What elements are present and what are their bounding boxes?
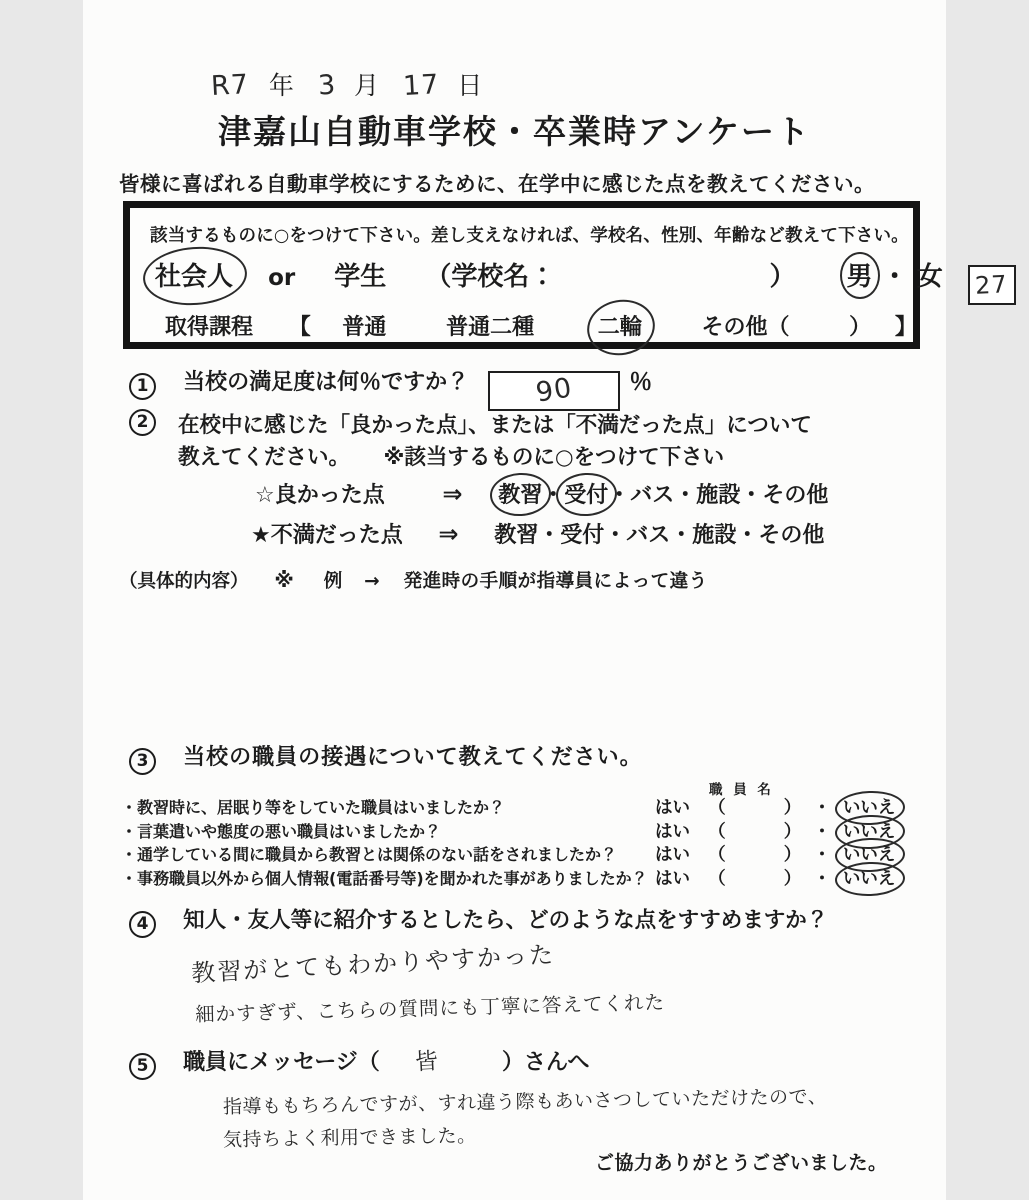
q5-answer-line-1: 指導ももちろんですが、すれ違う際もあいさつしていただけたので、 xyxy=(222,1085,828,1119)
yes-label: はい xyxy=(655,845,690,865)
school-name-label: （学校名： xyxy=(425,262,556,292)
no-label-circled: いいえ xyxy=(843,818,896,843)
sep: ・ xyxy=(736,523,759,548)
paren-close: ） xyxy=(783,798,802,818)
q4-answer-line-1: 教習がとてもわかりやすかった xyxy=(190,940,556,988)
yes-label: はい xyxy=(655,822,690,842)
paren-open: （ xyxy=(708,869,726,889)
q3-row-4-question: ・事務職員以外から個人情報(電話番号等)を聞かれた事がありましたか？ xyxy=(121,869,648,888)
date-month-label: 月 xyxy=(354,71,380,100)
gender-male-selected: 男 xyxy=(847,256,873,293)
question-4-number: 4 xyxy=(129,911,156,938)
detail-example-text: 発進時の手順が指導員によって違う xyxy=(403,571,708,592)
detail-example-label: 例 xyxy=(323,571,343,592)
sep: ・ xyxy=(670,523,693,548)
detail-arrow: → xyxy=(364,571,380,592)
bad-option-other: その他 xyxy=(758,523,825,548)
q4-answer-line-2: 細かすぎず、こちらの質問にも丁寧に答えてくれた xyxy=(194,990,666,1027)
sep: ・ xyxy=(542,483,565,508)
bad-option-shisetsu: 施設 xyxy=(692,523,737,548)
q3-row-1-question: ・教習時に、居眠り等をしていた職員はいましたか？ xyxy=(121,798,506,817)
question-1 xyxy=(129,363,652,411)
sep: ・ xyxy=(813,869,831,889)
gender-separator: ・ xyxy=(881,262,908,292)
question-2-line2-text: 教えてください。 xyxy=(178,445,351,470)
question-5 xyxy=(129,1043,590,1080)
page-subtitle: 皆様に喜ばれる自動車学校にするために、在学中に感じた点を教えてください。 xyxy=(119,172,875,196)
sep: ・ xyxy=(604,523,627,548)
staff-name-header: 職 員 名 xyxy=(709,782,774,798)
good-option-bus: バス xyxy=(630,483,675,508)
percent-unit: ％ xyxy=(629,369,653,395)
date-era-year-value: R7 xyxy=(210,69,250,102)
good-option-kyoshu-circled: 教習 xyxy=(498,478,542,509)
date-year-label: 年 xyxy=(268,71,294,100)
detail-line xyxy=(119,567,708,593)
date-day-value: 17 xyxy=(402,69,441,102)
profile-identity-row xyxy=(155,256,1029,305)
q4-answer-line-1-wrap xyxy=(190,940,556,988)
question-5-label-after: ）さんへ xyxy=(501,1050,590,1075)
footer-thanks: ご協力ありがとうございました。 xyxy=(595,1152,888,1174)
course-bracket-close: 】 xyxy=(894,315,917,340)
question-2-number-wrap xyxy=(129,409,156,436)
paren-open: （ xyxy=(708,798,726,818)
q4-answer-line-2-wrap xyxy=(194,990,666,1027)
q5-answer-line-1-wrap xyxy=(222,1085,828,1119)
staff-message-name-value: 皆 xyxy=(414,1048,440,1076)
course-bracket-open: 【 xyxy=(288,315,311,340)
age-value: 27 xyxy=(974,270,1009,300)
course-other-label: その他（ xyxy=(701,315,790,340)
or-label: or xyxy=(268,265,296,291)
question-3-text: 当校の職員の接遇について教えてください。 xyxy=(183,745,643,770)
detail-mark: ※ xyxy=(274,568,294,592)
q3-row-4-answer xyxy=(655,865,895,890)
bad-points-label: ★不満だった点 xyxy=(251,523,403,548)
profile-box xyxy=(123,201,1009,349)
paren-close: ） xyxy=(783,822,802,842)
question-2-line2 xyxy=(178,440,724,471)
no-label-circled: いいえ xyxy=(843,865,896,890)
question-3-number: 3 xyxy=(129,748,156,775)
question-5-label-before: 職員にメッセージ（ xyxy=(183,1050,380,1075)
date-month-value: 3 xyxy=(317,69,337,102)
good-option-uketsuke-circled: 受付 xyxy=(564,478,608,509)
course-option-regular2: 普通二種 xyxy=(446,315,535,340)
good-option-shisetsu: 施設 xyxy=(696,483,741,508)
q3-row-3-answer xyxy=(655,841,895,866)
school-name-close: ） xyxy=(769,262,796,292)
course-option-regular: 普通 xyxy=(342,315,387,340)
course-option-motorcycle-selected: 二輪 xyxy=(598,310,642,341)
question-4 xyxy=(129,903,828,938)
good-points-arrow: ⇒ xyxy=(442,480,463,508)
sep: ・ xyxy=(813,822,831,842)
bad-option-kyoshu: 教習 xyxy=(494,523,539,548)
good-option-other: その他 xyxy=(762,483,829,508)
course-label: 取得課程 xyxy=(165,315,254,340)
question-1-number: 1 xyxy=(129,373,156,400)
good-points-label: ☆良かった点 xyxy=(255,483,385,508)
satisfaction-box xyxy=(488,371,620,411)
good-points-row xyxy=(255,478,828,509)
q3-row-3-question: ・通学している間に職員から教習とは関係のない話をされましたか？ xyxy=(121,845,618,864)
question-2-note: ※該当するものに○をつけて下さい xyxy=(383,445,725,470)
q3-row-2-question: ・言葉遣いや態度の悪い職員はいましたか？ xyxy=(121,822,442,841)
bad-option-bus: バス xyxy=(626,523,671,548)
paren-open: （ xyxy=(708,822,726,842)
question-4-text: 知人・友人等に紹介するとしたら、どのような点をすすめますか？ xyxy=(183,908,829,933)
paren-close: ） xyxy=(783,869,802,889)
sep: ・ xyxy=(674,483,697,508)
sep: ・ xyxy=(740,483,763,508)
question-2-line1: 在校中に感じた「良かった点」、または「不満だった点」について xyxy=(178,413,812,438)
course-other-close: ） xyxy=(849,315,872,340)
sep: ・ xyxy=(538,523,561,548)
q3-row-2-answer xyxy=(655,818,895,843)
profile-instruction: 該当するものに○をつけて下さい。差し支えなければ、学校名、性別、年齢など教えて下さい。 xyxy=(150,226,909,246)
question-2-number: 2 xyxy=(129,409,156,436)
satisfaction-value: 90 xyxy=(533,372,575,409)
paren-close: ） xyxy=(783,845,802,865)
bad-option-uketsuke: 受付 xyxy=(560,523,605,548)
sep: ・ xyxy=(608,483,631,508)
paren-open: （ xyxy=(708,845,726,865)
q3-row-1-answer xyxy=(655,794,895,819)
age-box xyxy=(968,265,1016,305)
occupation-option-student: 学生 xyxy=(334,262,387,292)
date-day-label: 日 xyxy=(457,71,483,100)
date-line xyxy=(211,66,482,102)
survey-scan-page xyxy=(83,0,1009,1200)
q5-answer-line-2-wrap xyxy=(223,1123,477,1150)
no-label-circled: いいえ xyxy=(843,841,896,866)
no-label-circled: いいえ xyxy=(843,794,896,819)
course-row xyxy=(165,310,917,341)
bad-points-row xyxy=(251,518,824,549)
q5-answer-line-2: 気持ちよく利用できました。 xyxy=(222,1124,477,1152)
question-3 xyxy=(129,740,643,775)
page-title: 津嘉山自動車学校・卒業時アンケート xyxy=(217,112,812,151)
detail-label: （具体的内容） xyxy=(119,571,249,592)
sep: ・ xyxy=(813,845,831,865)
question-1-text: 当校の満足度は何％ですか？ xyxy=(183,370,470,395)
bad-points-arrow: ⇒ xyxy=(438,520,459,548)
occupation-option-selected: 社会人 xyxy=(155,256,233,293)
sep: ・ xyxy=(813,798,831,818)
yes-label: はい xyxy=(655,869,690,889)
yes-label: はい xyxy=(655,798,690,818)
question-5-number: 5 xyxy=(129,1053,156,1080)
gender-female: 女 xyxy=(916,262,943,292)
